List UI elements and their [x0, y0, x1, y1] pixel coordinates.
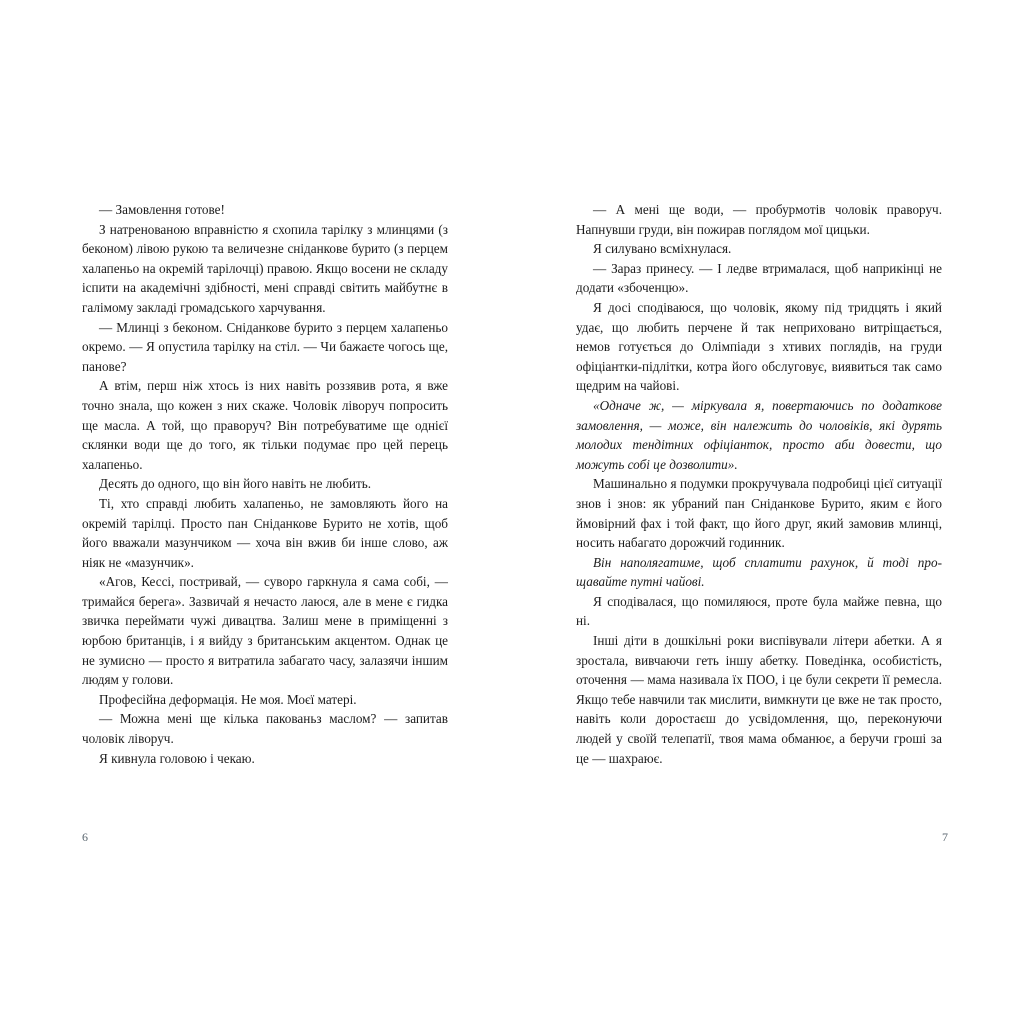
paragraph: Я силувано всміхнулася. [593, 241, 732, 257]
paragraph: «Агов, Кессі, постривай, — суворо гаркнула я сама собі, — тримайся берега». Зазвичай я нечасто лаюся, але в мене є гидка звичка переймати чужі дивацтва. Залиш мене в приміщенні з юрбою британців, і я вийду з британським акцентом. Однак це не зумисно — просто я витратила забагато часу, залазячи іншим людям у голови. [82, 574, 448, 688]
page-number-right: 7 [942, 830, 948, 844]
paragraph: — Зараз принесу. — І ледве втрималася, щоб наприкінці не додати «збоченцю». [576, 260, 942, 296]
paragraph: — Млинці з беконом. Сніданкове бурито з перцем халапеньо окремо. — Я опустила тарілку на стіл. — Чи бажаєте чогось ще, панове? [82, 319, 448, 374]
left-page-text [82, 200, 448, 768]
paragraph: — А мені ще води, — пробурмотів чоловік праворуч. Напнувши груди, він пожирав поглядом мої цицьки. [576, 202, 942, 237]
paragraph: Ті, хто справді любить халапеньо, не замовляють його на окремій тарілці. Просто пан Сніданкове Бурито не хотів, щоб його вважали мазунчиком — хоча він вжив би інше слово, аж ніяк не «мазунчик». [82, 495, 448, 570]
paragraph: З натренованою вправністю я схопила тарілку з млинцями (з беконом) лівою рукою та величезне сніданкове бурито (з перцем халапеньо на окремій тарілочці) правою. Якщо восени не складу іспити на академічні здібності, мені справді світить майбутнє в галімому закладі громадського харчування. [82, 221, 448, 315]
right-page [576, 200, 942, 768]
paragraph: Я сподівалася, що помиляюся, проте була майже певна, що ні. [576, 593, 942, 629]
paragraph: — Можна мені ще кілька пакованьз маслом? — запитав чоловік ліворуч. [82, 711, 448, 747]
right-page-text [576, 200, 942, 768]
paragraph: Професійна деформація. Не моя. Моєї матері. [99, 691, 357, 707]
page-number-left: 6 [82, 830, 88, 844]
paragraph: Десять до одного, що він його навіть не любить. [99, 476, 372, 492]
paragraph: Він наполягатиме, щоб сплатити рахунок, й тоді прощавайте путні чайові. [576, 554, 942, 590]
paragraph: «Одначе ж, — міркувала я, повертаючись по додаткове замовлення, — може, він належить до чоловіків, які дурять молодих тендітних офіціанток, просто аби довести, що можуть собі це дозволити». [576, 397, 942, 472]
paragraph: Я досі сподіваюся, що чоловік, якому під тридцять і який удає, що любить перчене й так неприховано витріщається, немов готується до Олімпіади з хтивих поглядів, на груди офіціантки-підлітки, котра його обслуговує, виявиться так само щедрим на чайові. [576, 299, 942, 394]
paragraph: — Замовлення готове! [99, 202, 225, 217]
paragraph: Машинально я подумки прокручувала подробиці цієї ситуації знов і знов: як убраний пан Сніданкове Бурито, яким є його ймовірний фах і той факт, що його друг, який замовив млинці, носить набагато дорожчий годинник. [576, 476, 942, 551]
paragraph: Інші діти в дошкільні роки виспівували літери абетки. А я зростала, вивчаючи геть іншу абетку. Поведінка, особистість, оточення — мама називала їх ПОО, і це були секрети її ремесла. Якщо тебе навчили так мислити, вимкнути це вже не так просто, навіть коли доростаєш до усвідомлення, що, переконуючи людей у своїй телепатії, твоя мама обманює, а беручи гроші за це — шахраює. [576, 633, 942, 766]
paragraph: Я кивнула головою і чекаю. [99, 750, 255, 766]
left-page [82, 200, 448, 768]
paragraph: А втім, перш ніж хтось із них навіть роззявив рота, я вже точно знала, що кожен з них скаже. Чоловік ліворуч попросить ще масла. А той, що праворуч? Він потребуватиме ще однієї склянки води ще до того, як тільки подумає про цей перець халапеньо. [82, 378, 448, 472]
